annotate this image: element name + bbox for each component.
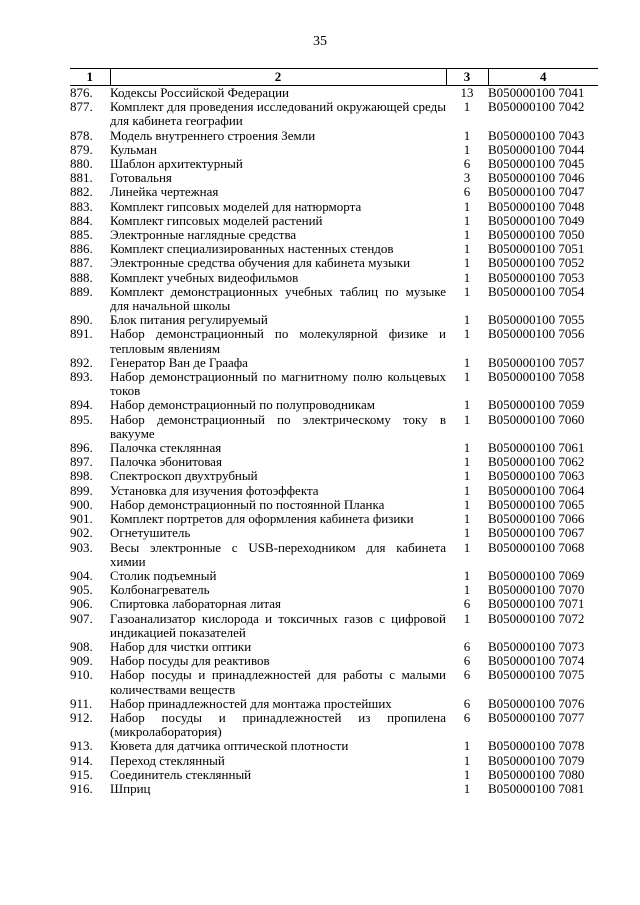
item-code: B050000100 7068 [488,539,585,555]
item-number: 885. [70,227,93,243]
item-quantity: 1 [463,127,471,143]
item-number: 877. [70,99,93,115]
item-name: Комплект для проведения исследований окружающей среды для кабинета географии [110,99,446,129]
item-number: 908. [70,638,93,654]
item-code: B050000100 7066 [488,511,585,527]
item-number: 898. [70,468,93,484]
table-row [70,171,598,185]
item-number: 903. [70,539,93,555]
item-number: 896. [70,440,93,456]
item-quantity: 1 [463,511,471,527]
item-name: Палочка эбонитовая [110,454,222,470]
table-row [70,143,598,157]
item-quantity: 1 [463,454,471,470]
item-code: B050000100 7074 [488,653,585,669]
item-number: 876. [70,85,93,100]
item-code: B050000100 7045 [488,156,585,172]
item-number: 909. [70,653,93,669]
item-code: B050000100 7069 [488,567,585,583]
table-row [70,228,598,242]
item-quantity: 1 [463,326,471,342]
item-code: B050000100 7077 [488,709,585,725]
item-number: 894. [70,397,93,413]
table-row [70,512,598,526]
item-code: B050000100 7042 [488,99,585,115]
table-row [70,640,598,654]
item-quantity: 1 [463,99,471,115]
item-number: 905. [70,582,93,598]
table-row [70,185,598,199]
item-code: B050000100 7051 [488,241,585,257]
item-code: B050000100 7058 [488,369,585,385]
table-row [70,569,598,583]
table-row [70,469,598,483]
item-name: Набор демонстрационный по магнитному полю кольцевых токов [110,369,446,399]
table-row [70,612,598,640]
item-name: Кодексы Российской Федерации [110,85,289,100]
item-number: 888. [70,269,93,285]
header-col-1: 1 [70,69,110,86]
table-row [70,327,598,355]
table-row [70,271,598,285]
item-name: Комплект гипсовых моделей для натюрморта [110,198,362,214]
table-row [70,711,598,739]
item-name: Кювета для датчика оптической плотности [110,738,349,754]
item-name: Комплект гипсовых моделей растений [110,212,323,228]
item-name: Линейка чертежная [110,184,219,200]
item-code: B050000100 7044 [488,141,585,157]
item-name: Готовальня [110,170,172,186]
table-row [70,697,598,711]
item-quantity: 1 [463,241,471,257]
item-quantity: 1 [463,397,471,413]
table-row [70,86,598,101]
item-quantity: 13 [460,85,474,100]
item-quantity: 1 [463,411,471,427]
item-quantity: 1 [463,198,471,214]
header-col-4: 4 [488,69,598,86]
item-code: B050000100 7041 [488,85,585,100]
table-row [70,754,598,768]
item-name: Набор демонстрационный по постоянной Планка [110,496,385,512]
table-row [70,583,598,597]
item-name: Палочка стеклянная [110,440,222,456]
table-row [70,356,598,370]
table-row [70,782,598,796]
item-code: B050000100 7078 [488,738,585,754]
item-quantity: 1 [463,255,471,271]
table-row [70,313,598,327]
table-row [70,668,598,696]
item-name: Набор демонстрационный по молекулярной физике и тепловым явлениям [110,326,446,356]
item-code: B050000100 7060 [488,411,585,427]
item-number: 915. [70,766,93,782]
inventory-table [70,68,598,796]
table-row [70,398,598,412]
item-number: 901. [70,511,93,527]
table-row [70,256,598,270]
item-code: B050000100 7061 [488,440,585,456]
item-quantity: 6 [463,596,471,612]
item-number: 900. [70,496,93,512]
table-row [70,242,598,256]
item-number: 890. [70,312,93,328]
table-row [70,526,598,540]
item-number: 887. [70,255,93,271]
item-quantity: 1 [463,738,471,754]
item-name: Комплект портретов для оформления кабинета физики [110,511,414,527]
item-number: 889. [70,283,93,299]
item-number: 893. [70,369,93,385]
item-number: 891. [70,326,93,342]
item-code: B050000100 7047 [488,184,585,200]
item-quantity: 1 [463,440,471,456]
item-number: 914. [70,752,93,768]
item-code: B050000100 7065 [488,496,585,512]
item-quantity: 6 [463,638,471,654]
item-code: B050000100 7071 [488,596,585,612]
table-row [70,214,598,228]
item-code: B050000100 7079 [488,752,585,768]
item-name: Соединитель стеклянный [110,766,252,782]
item-name: Столик подъемный [110,567,217,583]
item-quantity: 1 [463,227,471,243]
item-name: Набор посуды и принадлежностей из пропилена (микролаборатория) [110,709,446,740]
item-name: Набор демонстрационный по электрическому току в вакууме [110,411,446,441]
item-number: 904. [70,567,93,583]
item-code: B050000100 7046 [488,170,585,186]
item-quantity: 1 [463,752,471,768]
item-number: 880. [70,156,93,172]
item-name: Переход стеклянный [110,752,225,768]
item-code: B050000100 7053 [488,269,585,285]
item-number: 878. [70,127,93,143]
item-quantity: 3 [463,170,471,186]
header-col-2: 2 [110,69,446,86]
table-row [70,597,598,611]
item-code: B050000100 7073 [488,638,585,654]
item-number: 881. [70,170,93,186]
item-code: B050000100 7049 [488,212,585,228]
item-name: Комплект специализированных настенных стендов [110,241,394,257]
item-name: Набор принадлежностей для монтажа простейших [110,695,392,711]
item-number: 883. [70,198,93,214]
item-quantity: 1 [463,482,471,498]
table-row [70,768,598,782]
item-name: Спиртовка лабораторная литая [110,596,282,612]
item-number: 879. [70,141,93,157]
item-quantity: 1 [463,369,471,385]
item-code: B050000100 7076 [488,695,585,711]
item-quantity: 1 [463,354,471,370]
item-number: 910. [70,667,93,683]
item-name: Спектроскоп двухтрубный [110,468,258,484]
item-quantity: 1 [463,468,471,484]
item-number: 897. [70,454,93,470]
item-number: 916. [70,780,93,796]
item-name: Огнетушитель [110,525,191,541]
item-quantity: 1 [463,283,471,299]
item-quantity: 1 [463,141,471,157]
item-name: Электронные средства обучения для кабинета музыки [110,255,411,271]
item-name: Набор посуды и принадлежностей для работы с малыми количествами веществ [110,667,446,697]
item-quantity: 6 [463,709,471,725]
item-code: B050000100 7054 [488,283,585,299]
item-name: Газоанализатор кислорода и токсичных газов с цифровой индикацией показателей [110,610,446,640]
table-row [70,541,598,569]
item-number: 906. [70,596,93,612]
item-quantity: 6 [463,156,471,172]
table-body [70,86,598,797]
item-code: B050000100 7072 [488,610,585,626]
item-code: B050000100 7063 [488,468,585,484]
item-name: Комплект учебных видеофильмов [110,269,299,285]
item-quantity: 1 [463,539,471,555]
item-number: 912. [70,709,93,725]
table-row [70,455,598,469]
item-name: Набор демонстрационный по полупроводникам [110,397,375,413]
item-name: Шприц [110,780,151,796]
item-code: B050000100 7062 [488,454,585,470]
item-name: Весы электронные с USB-переходником для кабинета химии [110,539,446,569]
item-name: Кульман [110,141,157,157]
item-code: B050000100 7057 [488,354,585,370]
table-row [70,484,598,498]
table-row [70,200,598,214]
item-name: Модель внутреннего строения Земли [110,127,316,143]
item-code: B050000100 7064 [488,482,585,498]
item-name: Набор для чистки оптики [110,638,252,654]
item-code: B050000100 7048 [488,198,585,214]
item-quantity: 1 [463,766,471,782]
table-row [70,157,598,171]
item-code: B050000100 7080 [488,766,585,782]
item-code: B050000100 7070 [488,582,585,598]
table-row [70,739,598,753]
item-name: Шаблон архитектурный [110,156,243,172]
item-quantity: 1 [463,780,471,796]
item-number: 913. [70,738,93,754]
item-number: 902. [70,525,93,541]
item-quantity: 1 [463,582,471,598]
item-quantity: 1 [463,496,471,512]
item-number: 911. [70,695,93,711]
item-code: B050000100 7055 [488,312,585,328]
item-code: B050000100 7050 [488,227,585,243]
item-code: B050000100 7075 [488,667,585,683]
item-number: 884. [70,212,93,228]
item-code: B050000100 7043 [488,127,585,143]
item-number: 882. [70,184,93,200]
item-code: B050000100 7056 [488,326,585,342]
page-number: 35 [313,34,327,49]
item-name: Колбонагреватель [110,582,210,598]
item-quantity: 1 [463,610,471,626]
item-name: Набор посуды для реактивов [110,653,270,669]
item-name: Блок питания регулируемый [110,312,268,328]
item-number: 895. [70,411,93,427]
item-code: B050000100 7059 [488,397,585,413]
item-quantity: 6 [463,667,471,683]
table-row [70,413,598,441]
item-quantity: 1 [463,567,471,583]
item-name: Генератор Ван де Граафа [110,354,248,370]
item-number: 892. [70,354,93,370]
item-code: B050000100 7081 [488,780,585,796]
table-row [70,498,598,512]
item-quantity: 1 [463,269,471,285]
item-quantity: 1 [463,312,471,328]
item-name: Комплект демонстрационных учебных таблиц по музыке для начальной школы [110,283,446,314]
item-name: Установка для изучения фотоэффекта [110,482,319,498]
item-number: 899. [70,482,93,498]
table-row [70,654,598,668]
table-row [70,441,598,455]
item-code: B050000100 7052 [488,255,585,271]
table-row [70,100,598,128]
item-code: B050000100 7067 [488,525,585,541]
item-number: 907. [70,610,93,626]
item-quantity: 1 [463,212,471,228]
item-quantity: 6 [463,653,471,669]
table-header [70,69,598,86]
table-row [70,370,598,398]
item-quantity: 6 [463,695,471,711]
item-quantity: 6 [463,184,471,200]
header-col-3: 3 [446,69,488,86]
table-row [70,285,598,313]
table-row [70,129,598,143]
item-number: 886. [70,241,93,257]
item-name: Электронные наглядные средства [110,227,297,243]
item-quantity: 1 [463,525,471,541]
